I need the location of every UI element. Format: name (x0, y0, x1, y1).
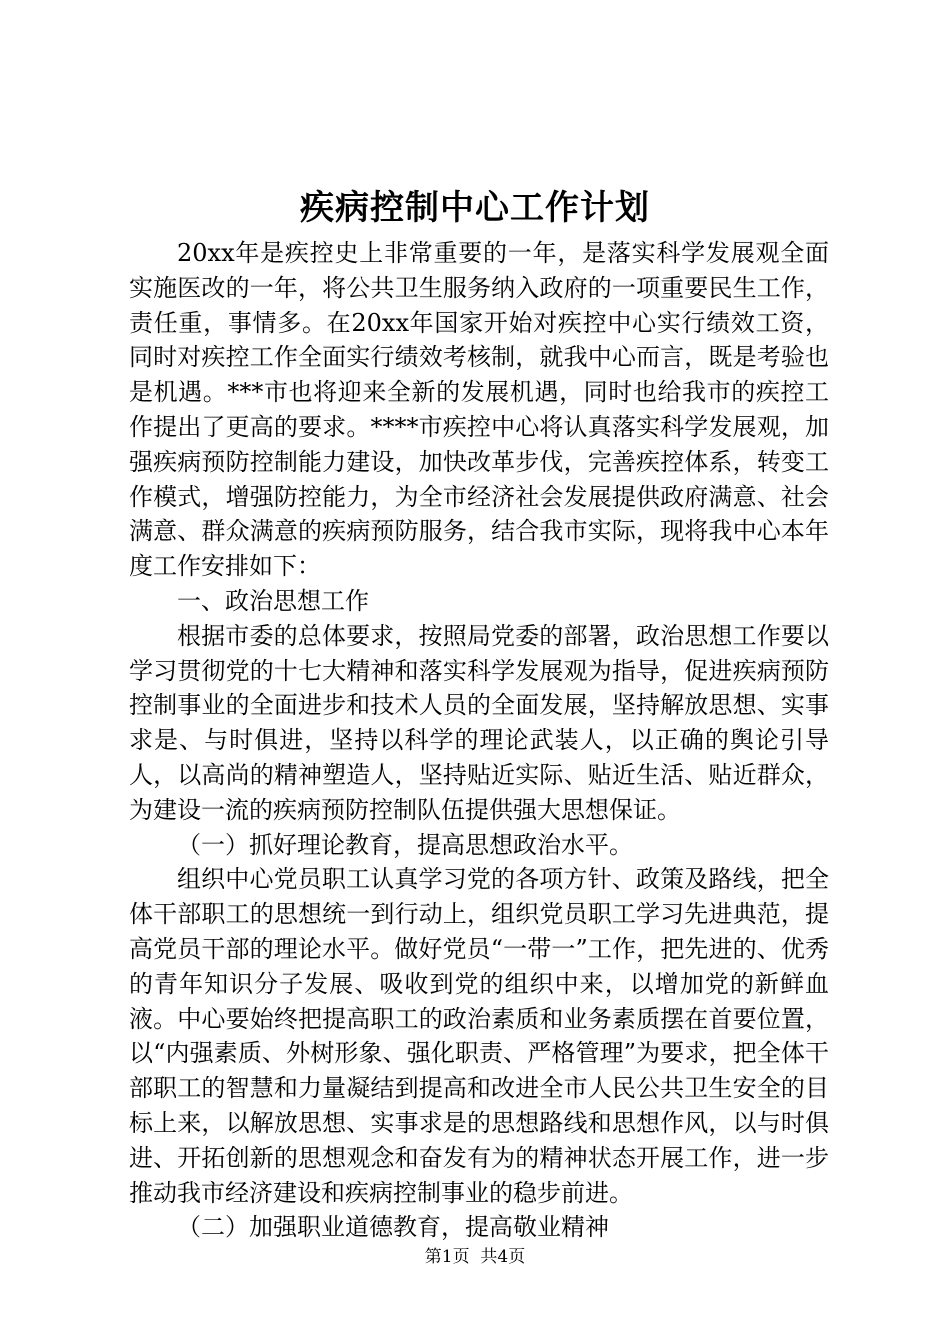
document-title: 疾病控制中心工作计划 (300, 188, 650, 228)
subsection-heading-theory-education: （一）抓好理论教育，提高思想政治水平。 (177, 830, 633, 859)
subsection-heading-ethics-education: （二）加强职业道德教育，提高敬业精神 (177, 1213, 609, 1242)
theory-education-paragraph: 组织中心党员职工认真学习党的各项方针、政策及路线，把全体干部职工的思想统一到行动上，组织党员职工学习先进典范，提高党员干部的理论水平。做好党员“一带一”工作，把先进的、优秀的青年知识分子发展、吸收到党的组织中来，以增加党的新鲜血液。中心要始终把提高职工的政治素质和业务素质摆在首要位置，以“内强素质、外树形象、强化职责、严格管理”为要求，把全体干部职工的智慧和力量凝结到提高和改进全市人民公共卫生安全的目标上来，以解放思想、实事求是的思想路线和思想作风，以与时俱进、开拓创新的思想观念和奋发有为的精神状态开展工作，进一步推动我市经济建设和疾病控制事业的稳步前进。 (129, 865, 829, 1207)
document-body (129, 236, 829, 1245)
page-footer (0, 1245, 950, 1269)
page-number: 第1页 共4页 (424, 1247, 526, 1267)
political-work-paragraph: 根据市委的总体要求，按照局党委的部署，政治思想工作要以学习贯彻党的十七大精神和落实科学发展观为指导，促进疾病预防控制事业的全面进步和技术人员的全面发展，坚持解放思想、实事求是、与时俱进，坚持以科学的理论武装人，以正确的舆论引导人，以高尚的精神塑造人，坚持贴近实际、贴近生活、贴近群众，为建设一流的疾病预防控制队伍提供强大思想保证。 (129, 621, 829, 824)
intro-paragraph: 20xx年是疾控史上非常重要的一年，是落实科学发展观全面实施医改的一年，将公共卫生服务纳入政府的一项重要民生工作，责任重，事情多。在20xx年国家开始对疾控中心实行绩效工资，同时对疾控工作全面实行绩效考核制，就我中心而言，既是考验也是机遇。***市也将迎来全新的发展机遇，同时也给我市的疾控工作提出了更高的要求。****市疾控中心将认真落实科学发展观，加强疾病预防控制能力建设，加快改革步伐，完善疾控体系，转变工作模式，增强防控能力，为全市经济社会发展提供政府满意、社会满意、群众满意的疾病预防服务，结合我市实际，现将我中心本年度工作安排如下： (129, 239, 829, 581)
section-heading-political-work: 一、政治思想工作 (177, 586, 369, 615)
